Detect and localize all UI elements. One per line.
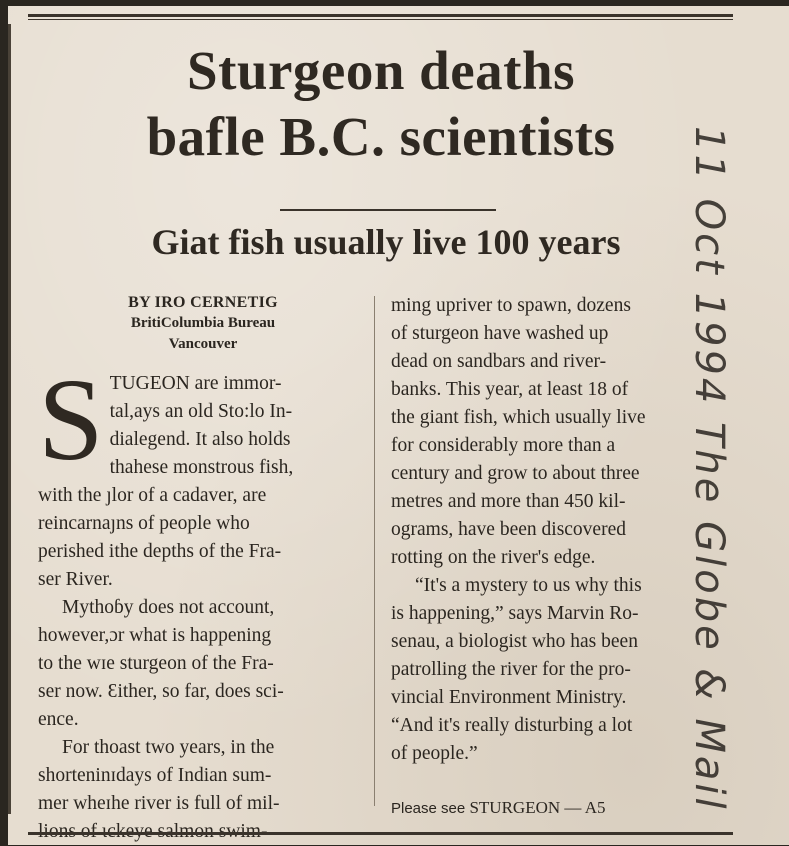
text-line: Mythoɓy does not account,	[62, 597, 275, 618]
byline	[38, 292, 368, 355]
continued-prefix: Please see	[391, 800, 466, 817]
newspaper-clipping	[8, 6, 789, 845]
text-line: senau, a biologist who has been	[391, 631, 638, 652]
article-column-left	[38, 354, 360, 846]
text-line: with the ȷlor of a cadaver, are	[38, 485, 267, 506]
text-line: century and grow to about three	[391, 463, 640, 484]
continued-reference	[391, 796, 731, 821]
text-line: perished ithe depths of the Fra-	[38, 541, 282, 562]
text-line: vincial Environment Ministry.	[391, 687, 627, 708]
text-line: is happening,” says Marvin Ro-	[391, 603, 639, 624]
text-line: dialegend. It also holds	[109, 429, 291, 450]
text-line: mer wheɪhe river is full of mil-	[38, 793, 280, 814]
drop-cap: S	[38, 354, 104, 485]
text-line: tal,ays an old Sto:lo In-	[109, 401, 293, 422]
text-line: TUGEON are immor-	[109, 373, 282, 394]
handwritten-annotation: 11 Oct 1994 The Globe & Mail	[686, 126, 732, 812]
byline-city: Vancouver	[168, 336, 238, 352]
text-line: reincarnaȷns of people who	[38, 513, 250, 534]
text-line: ser River.	[38, 569, 113, 590]
headline-divider	[280, 209, 496, 211]
top-rule-thin	[28, 19, 733, 20]
column-divider	[374, 296, 375, 806]
headline	[36, 38, 726, 170]
top-rule	[28, 14, 733, 17]
text-line: dead on sandbars and river-	[391, 351, 607, 372]
text-line: For thoast two years, in the	[62, 737, 275, 758]
headline-line-2: bafle B.C. scientists	[146, 106, 616, 167]
text-line: ence.	[38, 709, 79, 730]
text-line: shorteninɪdays of Indian sum-	[38, 765, 272, 786]
text-line: rotting on the river's edge.	[391, 547, 596, 568]
text-line: banks. This year, at least 18 of	[391, 379, 629, 400]
text-line: to the wɪe sturgeon of the Fra-	[38, 653, 274, 674]
headline-line-1: Sturgeon deaths	[187, 40, 575, 101]
text-line: ser now. Ɛither, so far, does sci-	[38, 681, 284, 702]
text-line: “And it's really disturbing a lot	[391, 715, 633, 736]
text-line: ograms, have been discovered	[391, 519, 626, 540]
text-line: patrolling the river for the pro-	[391, 659, 631, 680]
subheadline: Giat fish usually live 100 years	[151, 222, 621, 262]
text-line: of people.”	[391, 743, 478, 764]
bottom-rule	[28, 832, 733, 835]
left-edge-rule	[8, 24, 11, 814]
text-line: thahese monstrous fish,	[109, 457, 294, 478]
text-line: for considerably more than a	[391, 435, 616, 456]
byline-author: BY IRO CERNETIG	[128, 294, 278, 311]
text-line: the giant fish, which usually live	[391, 407, 646, 428]
text-line: metres and more than 450 kil-	[391, 491, 626, 512]
byline-bureau: BritiColumbia Bureau	[130, 315, 276, 331]
text-line: however,ɔr what is happening	[38, 625, 272, 646]
text-line: of sturgeon have washed up	[391, 323, 609, 344]
text-line: “It's a mystery to us why this	[415, 575, 642, 596]
continued-target: STURGEON — A5	[469, 798, 606, 817]
text-line: ming upriver to spawn, dozens	[391, 295, 631, 316]
